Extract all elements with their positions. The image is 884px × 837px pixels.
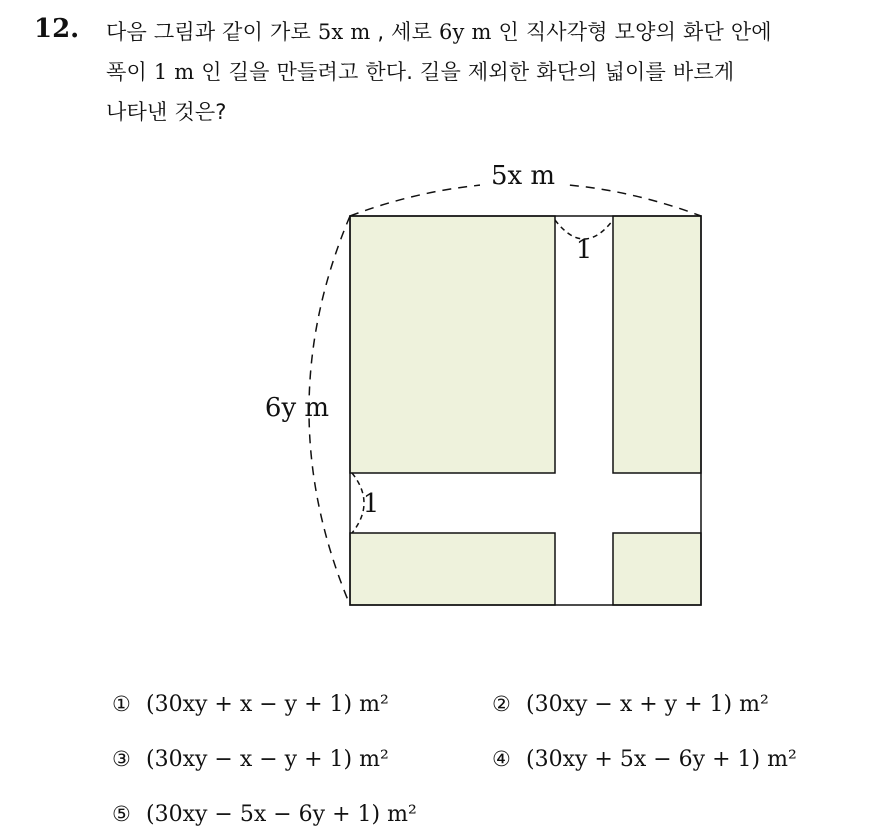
garden-plot-bottom-right bbox=[613, 533, 701, 605]
choice-4-text: (30xy + 5x − 6y + 1) m² bbox=[526, 747, 797, 772]
question-line-3: 나타낸 것은? bbox=[106, 100, 227, 124]
path-width-expression: 1 m bbox=[153, 60, 195, 84]
choice-2[interactable] bbox=[492, 692, 769, 717]
choice-1-number: ① bbox=[112, 692, 131, 716]
choice-5-text: (30xy − 5x − 6y + 1) m² bbox=[146, 802, 417, 827]
question-text: 인 직사각형 모양의 화단 안에 bbox=[491, 20, 772, 44]
choice-2-text: (30xy − x + y + 1) m² bbox=[526, 692, 769, 717]
choice-5-number: ⑤ bbox=[112, 802, 131, 826]
path-width-top-label: 1 bbox=[575, 235, 593, 265]
garden-plot-top-left bbox=[350, 216, 555, 473]
choice-4[interactable] bbox=[492, 747, 797, 772]
choice-2-number: ② bbox=[492, 692, 511, 716]
path-width-left-label: 1 bbox=[362, 489, 380, 519]
height-expression: 6y m bbox=[438, 20, 492, 44]
garden-plot-top-right bbox=[613, 216, 701, 473]
choice-3-number: ③ bbox=[112, 747, 131, 771]
choice-4-number: ④ bbox=[492, 747, 511, 771]
choice-1-text: (30xy + x − y + 1) m² bbox=[146, 692, 389, 717]
choice-3-text: (30xy − x − y + 1) m² bbox=[146, 747, 389, 772]
width-expression: 5x m bbox=[317, 20, 371, 44]
question-text: 다음 그림과 같이 가로 bbox=[106, 20, 318, 44]
choice-1[interactable] bbox=[112, 692, 389, 717]
garden-plot-bottom-left bbox=[350, 533, 555, 605]
question-text: 폭이 bbox=[106, 60, 154, 84]
choice-5[interactable] bbox=[112, 802, 417, 827]
width-label: 5x m bbox=[490, 161, 556, 191]
question-text: 인 길을 만들려고 한다. 길을 제외한 화단의 넓이를 바르게 bbox=[194, 60, 735, 84]
question-number: 12. bbox=[34, 14, 80, 44]
height-label: 6y m bbox=[264, 393, 330, 423]
question-text: , 세로 bbox=[370, 20, 439, 44]
choice-3[interactable] bbox=[112, 747, 389, 772]
